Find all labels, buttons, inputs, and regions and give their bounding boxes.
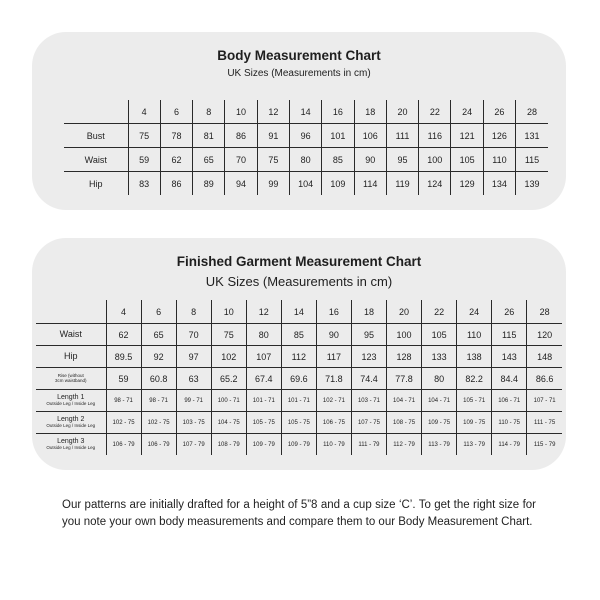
measurement-cell: 67.4: [246, 368, 281, 390]
size-header-cell: 6: [160, 100, 192, 124]
garment-chart-subtitle: UK Sizes (Measurements in cm): [205, 274, 393, 289]
size-header-cell: 16: [322, 100, 354, 124]
measurement-cell: 126: [483, 124, 515, 148]
table-row: [64, 148, 548, 172]
measurement-cell: 110 - 75: [492, 412, 527, 434]
measurement-cell: 78: [160, 124, 192, 148]
measurement-cell: 107 - 79: [176, 434, 211, 456]
measurement-cell: 114: [354, 172, 386, 196]
measurement-cell: 148: [527, 346, 562, 368]
table-row: [64, 172, 548, 196]
size-header-cell: 16: [316, 300, 351, 324]
row-label-main: Rise (without: [57, 372, 84, 378]
garment-chart-title: Finished Garment Measurement Chart: [176, 254, 422, 269]
measurement-cell: 107 - 75: [351, 412, 386, 434]
measurement-cell: 106 - 71: [492, 390, 527, 412]
size-header-cell: 14: [281, 300, 316, 324]
measurement-cell: 104: [289, 172, 321, 196]
body-chart-title: Body Measurement Chart: [217, 48, 381, 63]
size-header-cell: 20: [386, 100, 418, 124]
row-label: Waist: [36, 324, 106, 346]
measurement-cell: 105: [451, 148, 483, 172]
measurement-cell: 101 - 71: [281, 390, 316, 412]
row-label-main: Length 3: [57, 438, 85, 446]
measurement-cell: 71.8: [316, 368, 351, 390]
measurement-cell: 109 - 75: [457, 412, 492, 434]
measurement-cell: 105 - 75: [281, 412, 316, 434]
size-header-cell: 18: [354, 100, 386, 124]
size-header-cell: 18: [351, 300, 386, 324]
measurement-cell: 86: [225, 124, 257, 148]
size-header-cell: 4: [128, 100, 160, 124]
measurement-cell: 114 - 79: [492, 434, 527, 456]
measurement-cell: 128: [387, 346, 422, 368]
row-label: [36, 434, 106, 456]
header-corner: [36, 300, 106, 324]
measurement-cell: 74.4: [351, 368, 386, 390]
measurement-cell: 90: [316, 324, 351, 346]
measurement-cell: 99 - 71: [176, 390, 211, 412]
measurement-cell: 83: [128, 172, 160, 196]
measurement-cell: 110 - 79: [316, 434, 351, 456]
measurement-cell: 101 - 71: [246, 390, 281, 412]
measurement-cell: 75: [128, 124, 160, 148]
measurement-cell: 109 - 79: [246, 434, 281, 456]
measurement-cell: 119: [386, 172, 418, 196]
row-label: [36, 412, 106, 434]
row-label: [36, 368, 106, 390]
measurement-cell: 80: [246, 324, 281, 346]
size-header-cell: 24: [451, 100, 483, 124]
measurement-cell: 134: [483, 172, 515, 196]
measurement-cell: 103 - 71: [351, 390, 386, 412]
measurement-cell: 111 - 75: [527, 412, 562, 434]
measurement-cell: 92: [141, 346, 176, 368]
measurement-cell: 86.6: [527, 368, 562, 390]
measurement-cell: 98 - 71: [106, 390, 141, 412]
size-header-cell: 8: [193, 100, 225, 124]
measurement-cell: 139: [516, 172, 548, 196]
measurement-cell: 86: [160, 172, 192, 196]
measurement-cell: 84.4: [492, 368, 527, 390]
measurement-cell: 65: [141, 324, 176, 346]
row-label-sub: Outside Leg / Inside Leg: [46, 400, 96, 406]
measurement-cell: 106: [354, 124, 386, 148]
measurement-cell: 115 - 79: [527, 434, 562, 456]
measurement-cell: 116: [419, 124, 451, 148]
garment-measurement-card: [32, 238, 566, 470]
size-header-cell: 28: [516, 100, 548, 124]
measurement-cell: 85: [281, 324, 316, 346]
measurement-cell: 133: [422, 346, 457, 368]
body-measurement-card: [32, 32, 566, 210]
measurement-cell: 95: [351, 324, 386, 346]
measurement-cell: 131: [516, 124, 548, 148]
measurement-cell: 95: [386, 148, 418, 172]
measurement-cell: 110: [457, 324, 492, 346]
measurement-cell: 62: [106, 324, 141, 346]
size-header-cell: 24: [457, 300, 492, 324]
measurement-cell: 106 - 79: [141, 434, 176, 456]
measurement-cell: 113 - 79: [422, 434, 457, 456]
size-header-cell: 10: [225, 100, 257, 124]
row-label: Waist: [64, 148, 128, 172]
measurement-cell: 59: [128, 148, 160, 172]
measurement-cell: 106 - 79: [106, 434, 141, 456]
measurement-cell: 112 - 79: [387, 434, 422, 456]
size-header-cell: 28: [527, 300, 562, 324]
measurement-cell: 69.6: [281, 368, 316, 390]
measurement-cell: 113 - 79: [457, 434, 492, 456]
row-label-sub: 3cm waistband): [54, 377, 87, 383]
measurement-cell: 100: [419, 148, 451, 172]
size-header-cell: 8: [176, 300, 211, 324]
measurement-cell: 101: [322, 124, 354, 148]
row-label: [36, 390, 106, 412]
size-header-cell: 22: [422, 300, 457, 324]
measurement-cell: 65.2: [211, 368, 246, 390]
measurement-cell: 89: [193, 172, 225, 196]
size-header-cell: 4: [106, 300, 141, 324]
measurement-cell: 111 - 79: [351, 434, 386, 456]
measurement-cell: 97: [176, 346, 211, 368]
size-header-cell: 14: [289, 100, 321, 124]
measurement-cell: 102: [211, 346, 246, 368]
measurement-cell: 117: [316, 346, 351, 368]
measurement-cell: 70: [225, 148, 257, 172]
measurement-cell: 98 - 71: [141, 390, 176, 412]
row-label: Hip: [36, 346, 106, 368]
measurement-cell: 94: [225, 172, 257, 196]
size-header-cell: 12: [257, 100, 289, 124]
measurement-cell: 107 - 71: [527, 390, 562, 412]
measurement-cell: 111: [386, 124, 418, 148]
row-label-main: Length 2: [57, 416, 85, 424]
size-header-cell: 10: [211, 300, 246, 324]
measurement-cell: 89.5: [106, 346, 141, 368]
measurement-cell: 115: [516, 148, 548, 172]
table-row: [36, 434, 562, 456]
measurement-cell: 112: [281, 346, 316, 368]
measurement-cell: 96: [289, 124, 321, 148]
table-row: [36, 412, 562, 434]
measurement-cell: 110: [483, 148, 515, 172]
measurement-cell: 109 - 75: [422, 412, 457, 434]
measurement-cell: 81: [193, 124, 225, 148]
measurement-cell: 124: [419, 172, 451, 196]
size-header-row: [36, 300, 562, 324]
measurement-cell: 80: [422, 368, 457, 390]
measurement-cell: 108 - 75: [387, 412, 422, 434]
table-row: [36, 390, 562, 412]
size-header-row: [64, 100, 548, 124]
size-header-cell: 20: [387, 300, 422, 324]
garment-measurement-table: [36, 300, 562, 455]
measurement-cell: 104 - 71: [387, 390, 422, 412]
header-corner: [64, 100, 128, 124]
measurement-cell: 77.8: [387, 368, 422, 390]
row-label: Bust: [64, 124, 128, 148]
row-label-sub: Outside Leg / Inside Leg: [46, 422, 96, 428]
measurement-cell: 91: [257, 124, 289, 148]
measurement-cell: 75: [211, 324, 246, 346]
measurement-cell: 82.2: [457, 368, 492, 390]
measurement-cell: 120: [527, 324, 562, 346]
measurement-cell: 60.8: [141, 368, 176, 390]
measurement-cell: 103 - 75: [176, 412, 211, 434]
sizing-note: Our patterns are initially drafted for a height of 5”8 and a cup size ‘C’. To get the right size for you note your own body measurements and compare them to our Body Measurement Chart.: [62, 499, 536, 528]
measurement-cell: 105 - 71: [457, 390, 492, 412]
measurement-cell: 121: [451, 124, 483, 148]
measurement-cell: 109 - 79: [281, 434, 316, 456]
size-header-cell: 26: [492, 300, 527, 324]
measurement-cell: 65: [193, 148, 225, 172]
size-header-cell: 12: [246, 300, 281, 324]
measurement-cell: 75: [257, 148, 289, 172]
measurement-cell: 115: [492, 324, 527, 346]
measurement-cell: 108 - 79: [211, 434, 246, 456]
measurement-cell: 129: [451, 172, 483, 196]
size-header-cell: 26: [483, 100, 515, 124]
measurement-cell: 138: [457, 346, 492, 368]
measurement-cell: 107: [246, 346, 281, 368]
measurement-cell: 100: [387, 324, 422, 346]
size-header-cell: 6: [141, 300, 176, 324]
measurement-cell: 105 - 75: [246, 412, 281, 434]
measurement-cell: 85: [322, 148, 354, 172]
table-row: [36, 368, 562, 390]
row-label-sub: Outside Leg / Inside Leg: [46, 444, 96, 450]
measurement-cell: 70: [176, 324, 211, 346]
measurement-cell: 63: [176, 368, 211, 390]
measurement-cell: 102 - 75: [106, 412, 141, 434]
body-measurement-table: [64, 100, 548, 195]
measurement-cell: 143: [492, 346, 527, 368]
table-row: [64, 124, 548, 148]
measurement-cell: 100 - 71: [211, 390, 246, 412]
row-label: Hip: [88, 178, 103, 189]
measurement-cell: 102 - 71: [316, 390, 351, 412]
measurement-cell: 90: [354, 148, 386, 172]
measurement-cell: 104 - 75: [211, 412, 246, 434]
table-row: [36, 346, 562, 368]
measurement-cell: 99: [257, 172, 289, 196]
row-label-main: Length 1: [57, 394, 85, 402]
table-row: [36, 324, 562, 346]
measurement-cell: 62: [160, 148, 192, 172]
measurement-cell: 105: [422, 324, 457, 346]
measurement-cell: 106 - 75: [316, 412, 351, 434]
body-chart-subtitle: UK Sizes (Measurements in cm): [227, 68, 371, 79]
measurement-cell: 59: [106, 368, 141, 390]
measurement-cell: 104 - 71: [422, 390, 457, 412]
measurement-cell: 109: [322, 172, 354, 196]
measurement-cell: 123: [351, 346, 386, 368]
size-header-cell: 22: [419, 100, 451, 124]
measurement-cell: 102 - 75: [141, 412, 176, 434]
measurement-cell: 80: [289, 148, 321, 172]
